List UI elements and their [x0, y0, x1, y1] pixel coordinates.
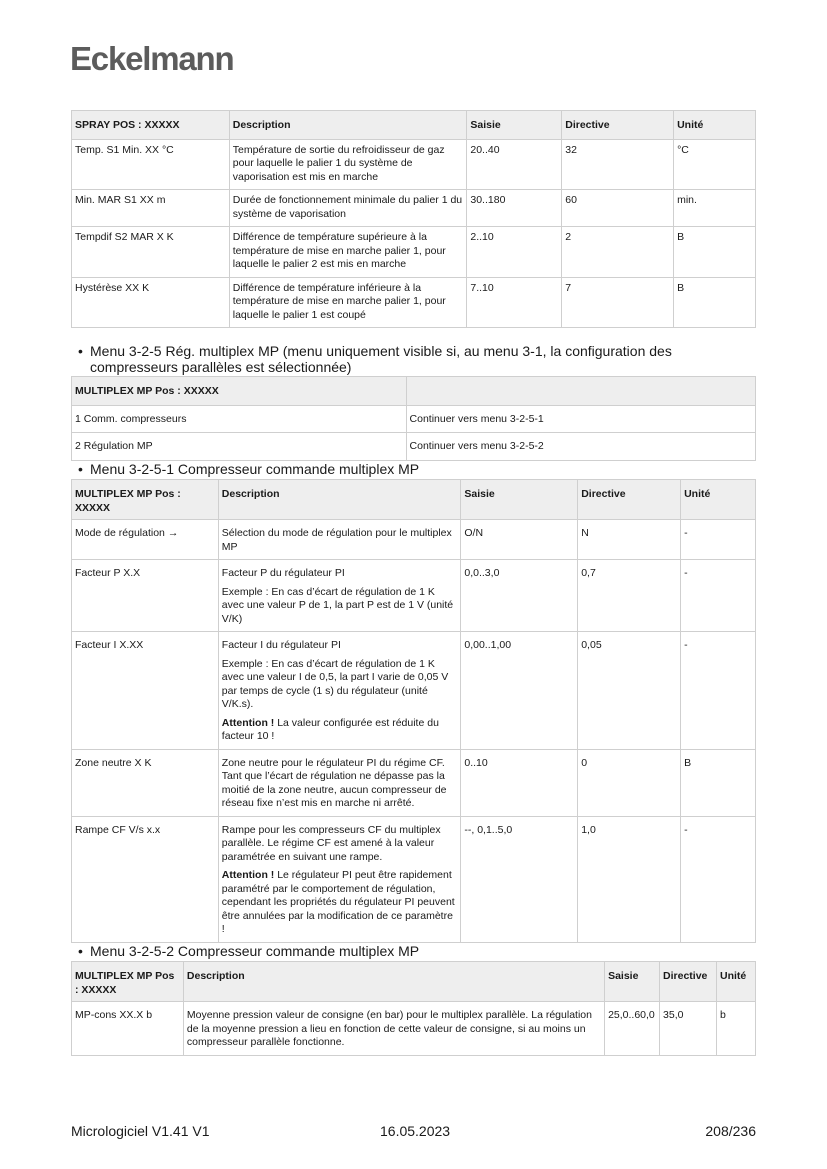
table-cell: Mode de régulation → — [72, 520, 219, 560]
table-cell: --, 0,1..5,0 — [461, 816, 578, 942]
table-cell: O/N — [461, 520, 578, 560]
table-row — [72, 227, 756, 278]
table-cell: 35,0 — [660, 1002, 717, 1056]
table-cell: B — [674, 277, 756, 328]
table-cell: 2 Régulation MP — [72, 433, 407, 461]
header-cell: Directive — [562, 111, 674, 140]
table-cell: 0..10 — [461, 749, 578, 816]
table-cell: 0,05 — [578, 632, 681, 750]
mp-regulation-table — [71, 961, 756, 1056]
table-header-row — [72, 111, 756, 140]
table-row — [72, 749, 756, 816]
footer-date: 16.05.2023 — [380, 1123, 451, 1139]
bullet-menu-3-2-5-1 — [78, 461, 419, 477]
header-cell: Description — [218, 480, 461, 520]
table-cell: Zone neutre X K — [72, 749, 219, 816]
eckelmann-logo: Eckelmann — [70, 40, 234, 77]
header-cell-empty — [406, 377, 755, 406]
table-header-row — [72, 480, 756, 520]
table-cell: min. — [674, 190, 756, 227]
table-row — [72, 632, 756, 750]
table-row — [72, 560, 756, 632]
cell-text: Exemple : En cas d’écart de régulation de 1 K avec une valeur I de 0,5, la part I varie de 0,05 V par temps de cycle (1 s) du régulateur (unité V/K.s). — [221, 657, 449, 710]
table-cell: B — [681, 749, 756, 816]
table-cell: Continuer vers menu 3-2-5-1 — [406, 405, 755, 433]
table-cell: 0 — [578, 749, 681, 816]
bullet-text: Menu 3-2-5-2 Compresseur commande multiplex MP — [90, 943, 420, 959]
attention-label: Attention ! — [221, 716, 275, 729]
cell-text: Exemple : En cas d’écart de régulation de 1 K avec une valeur P de 1, la part P est de 1 V (unité V/K) — [221, 585, 454, 625]
table-cell — [218, 749, 461, 816]
header-cell: Unité — [681, 480, 756, 520]
table-cell — [218, 816, 461, 942]
header-cell: MULTIPLEX MP Pos : XXXXX — [72, 377, 407, 406]
table-cell: - — [681, 632, 756, 750]
header-cell: Directive — [578, 480, 681, 520]
table-cell: - — [681, 520, 756, 560]
header-cell: MULTIPLEX MP Pos : XXXXX — [72, 962, 184, 1002]
table-row — [72, 433, 756, 461]
table-cell: 30..180 — [467, 190, 562, 227]
header-cell: Unité — [674, 111, 756, 140]
compressor-command-table — [71, 479, 756, 943]
table-cell: 0,00..1,00 — [461, 632, 578, 750]
table-cell — [218, 632, 461, 750]
bullet-dot: • — [78, 461, 83, 477]
header-cell: Description — [229, 111, 467, 140]
table-cell: 0,7 — [578, 560, 681, 632]
header-cell: MULTIPLEX MP Pos : XXXXX — [72, 480, 219, 520]
table-cell: N — [578, 520, 681, 560]
header-cell: Description — [183, 962, 604, 1002]
bullet-text-line2: compresseurs parallèles est sélectionnée) — [90, 359, 352, 375]
table-row — [72, 816, 756, 942]
table-cell: Facteur P X.X — [72, 560, 219, 632]
cell-text — [222, 869, 458, 937]
table-cell: Tempdif S2 MAR X K — [72, 227, 230, 278]
header-cell: Saisie — [461, 480, 578, 520]
attention-label: Attention ! — [221, 869, 275, 881]
header-cell: SPRAY POS : XXXXX — [72, 111, 230, 140]
table-cell: Rampe CF V/s x.x — [72, 816, 219, 942]
table-cell — [218, 560, 461, 632]
table-cell: Continuer vers menu 3-2-5-2 — [406, 433, 755, 461]
table-cell: Différence de température supérieure à la température de mise en marche palier 1, pour laquelle le palier 2 est mis en marche — [229, 227, 467, 278]
table-cell: °C — [674, 139, 756, 190]
table-cell: Température de sortie du refroidisseur de gaz pour laquelle le palier 1 du système de vaporisation est mis en marche — [229, 139, 467, 190]
table-header-row — [72, 377, 756, 406]
bullet-menu-3-2-5-2 — [78, 943, 419, 959]
footer-firmware-version: Micrologiciel V1.41 V1 — [71, 1123, 210, 1139]
attention-text: Le régulateur PI peut être rapidement paramétré par le comportement de régulation, cependant les propriétés du régulateur PI peuvent être annulées par la modification de ce paramètre ! — [221, 869, 455, 935]
table-cell: 0,0..3,0 — [461, 560, 578, 632]
table-row — [72, 1002, 756, 1056]
multiplex-menu-table — [71, 376, 756, 461]
table-cell: MP-cons XX.X b — [72, 1002, 184, 1056]
table-cell: 7 — [562, 277, 674, 328]
table-cell: b — [717, 1002, 756, 1056]
cell-text: Facteur P du régulateur PI — [221, 567, 345, 579]
footer-page-number: 208/236 — [705, 1123, 756, 1139]
table-cell: 2..10 — [467, 227, 562, 278]
bullet-dot: • — [78, 943, 83, 959]
table-cell: Durée de fonctionnement minimale du palier 1 du système de vaporisation — [229, 190, 467, 227]
table-cell: 25,0..60,0 — [605, 1002, 660, 1056]
table-cell: 60 — [562, 190, 674, 227]
header-cell: Directive — [660, 962, 717, 1002]
table-cell: - — [681, 560, 756, 632]
table-row — [72, 277, 756, 328]
table-cell: 32 — [562, 139, 674, 190]
cell-text: Sélection du mode de régulation pour le multiplex MP — [221, 527, 452, 553]
cell-text: Facteur I du régulateur PI — [221, 639, 341, 651]
table-cell: - — [681, 816, 756, 942]
table-cell: 2 — [562, 227, 674, 278]
table-row — [72, 139, 756, 190]
bullet-text-line1: Menu 3-2-5 Rég. multiplex MP (menu uniquement visible si, au menu 3-1, la configuration des — [90, 343, 672, 359]
table-cell: Min. MAR S1 XX m — [72, 190, 230, 227]
cell-text: Zone neutre pour le régulateur PI du régime CF. Tant que l’écart de régulation ne dépasse pas la moitié de la zone neutre, aucun compresseur de réseau fixe n’est mis en marche ni arrêté. — [221, 756, 447, 809]
table-cell: 1 Comm. compresseurs — [72, 405, 407, 433]
header-cell: Unité — [717, 962, 756, 1002]
header-cell: Saisie — [467, 111, 562, 140]
attention-text: La valeur configurée est réduite du facteur 10 ! — [221, 716, 439, 742]
table-cell — [218, 520, 461, 560]
table-row — [72, 190, 756, 227]
table-cell: Temp. S1 Min. XX °C — [72, 139, 230, 190]
table-cell: 7..10 — [467, 277, 562, 328]
table-row — [72, 520, 756, 560]
bullet-dot: • — [78, 343, 83, 359]
table-row — [72, 405, 756, 433]
table-cell: Facteur I X.XX — [72, 632, 219, 750]
cell-text — [222, 717, 458, 744]
table-cell: B — [674, 227, 756, 278]
table-cell: Moyenne pression valeur de consigne (en bar) pour le multiplex parallèle. La régulation de la moyenne pression a lieu en fonction de cette valeur de consigne, si au moins un compresseur parallèle fonctionne. — [183, 1002, 604, 1056]
table-cell: 20..40 — [467, 139, 562, 190]
header-cell: Saisie — [605, 962, 660, 1002]
table-cell: Différence de température inférieure à la température de mise en marche palier 1, pour laquelle le palier 1 est coupé — [229, 277, 467, 328]
table-cell: 1,0 — [578, 816, 681, 942]
bullet-text: Menu 3-2-5-1 Compresseur commande multiplex MP — [90, 461, 420, 477]
spray-table — [71, 110, 756, 328]
table-cell: Hystérèse XX K — [72, 277, 230, 328]
cell-text: Rampe pour les compresseurs CF du multiplex parallèle. Le régime CF est amené à la valeur paramétrée en suivant une rampe. — [221, 823, 441, 863]
table-header-row — [72, 962, 756, 1002]
bullet-menu-3-2-5 — [78, 343, 672, 375]
